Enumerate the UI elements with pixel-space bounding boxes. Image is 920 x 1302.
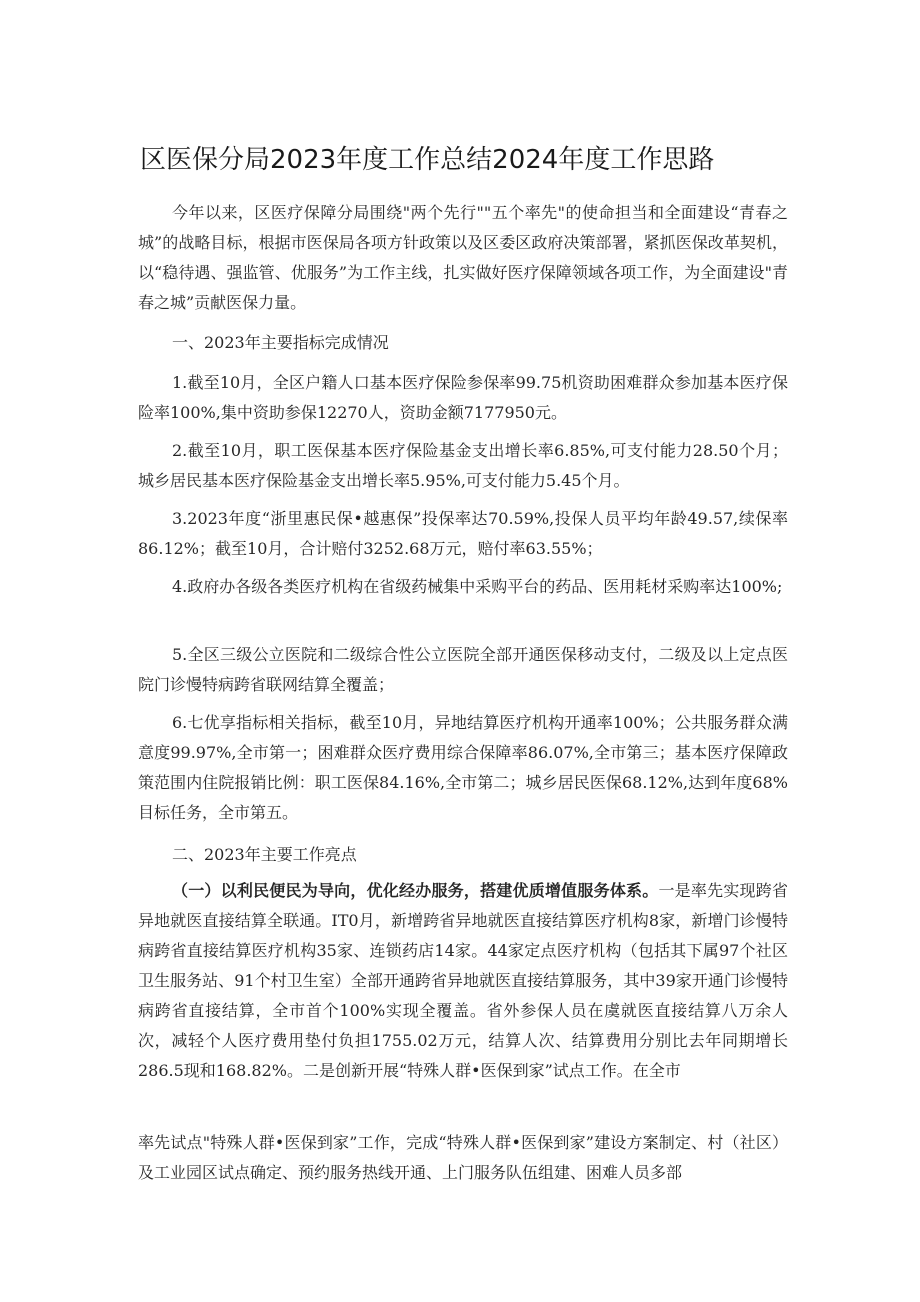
item-1: 1.截至10月，全区户籍人口基本医疗保险参保率99.75机资助困难群众参加基本医疗保险率100%,集中资助参保12270人，资助金额7177950元。 <box>138 373 788 422</box>
item-2: 2.截至10月，职工医保基本医疗保险基金支出增长率6.85%,可支付能力28.50个月；城乡居民基本医疗保险基金支出增长率5.95%,可支付能力5.45个月。 <box>138 441 788 490</box>
continuation-paragraph: 率先试点"特殊人群•医保到家”工作，完成“特殊人群•医保到家”建设方案制定、村（社区）及工业园区试点确定、预约服务热线开通、上门服务队伍组建、困难人员多部 <box>138 1133 788 1182</box>
subsection-1-lead: （一）以利民便民为导向，优化经办服务，搭建优质增值服务体系。 <box>172 881 659 900</box>
section-2-heading: 二、2023年主要工作亮点 <box>172 845 357 864</box>
item-3: 3.2023年度“浙里惠民保•越惠保”投保率达70.59%,投保人员平均年龄49.57,续保率86.12%；截至10月，合计赔付3252.68万元，赔付率63.55%； <box>138 509 788 558</box>
document-title: 区医保分局2023年度工作总结2024年度工作思路 <box>140 145 715 175</box>
section-1-heading: 一、2023年主要指标完成情况 <box>172 333 389 352</box>
item-6: 6.七优享指标相关指标，截至10月，异地结算医疗机构开通率100%；公共服务群众满意度99.97%,全市第一；困难群众医疗费用综合保障率86.07%,全市第三；基本医疗保障政策范围内住院报销比例：职工医保84.16%,全市第二；城乡居民医保68.12%,达到年度68%目标任务，全市第五。 <box>138 713 788 822</box>
item-5: 5.全区三级公立医院和二级综合性公立医院全部开通医保移动支付，二级及以上定点医院门诊慢特病跨省联网结算全覆盖； <box>138 645 788 694</box>
subsection-1-body: 一是率先实现跨省异地就医直接结算全联通。IT0月，新增跨省异地就医直接结算医疗机构8家，新增门诊慢特病跨省直接结算医疗机构35家、连锁药店14家。44家定点医疗机构（包括其下属97个社区卫生服务站、91个村卫生室）全部开通跨省异地就医直接结算服务，其中39家开通门诊慢特病跨省直接结算，全市首个100%实现全覆盖。省外参保人员在虞就医直接结算八万余人次，减轻个人医疗费用垫付负担1755.02万元，结算人次、结算费用分别比去年同期增长286.5现和168.82%。二是创新开展“特殊人群•医保到家”试点工作。在全市 <box>138 881 788 1080</box>
item-4: 4.政府办各级各类医疗机构在省级药械集中采购平台的药品、医用耗材采购率达100%; <box>172 577 783 596</box>
subsection-1-paragraph <box>138 876 788 1086</box>
intro-paragraph: 今年以来，区医疗保障分局围绕"两个先行""五个率先"的使命担当和全面建设“青春之城”的战略目标，根据市医保局各项方针政策以及区委区政府决策部署，紧抓医保改革契机，以“稳待遇、强监管、优服务”为工作主线，扎实做好医疗保障领域各项工作，为全面建设"青春之城”贡献医保力量。 <box>138 203 788 312</box>
